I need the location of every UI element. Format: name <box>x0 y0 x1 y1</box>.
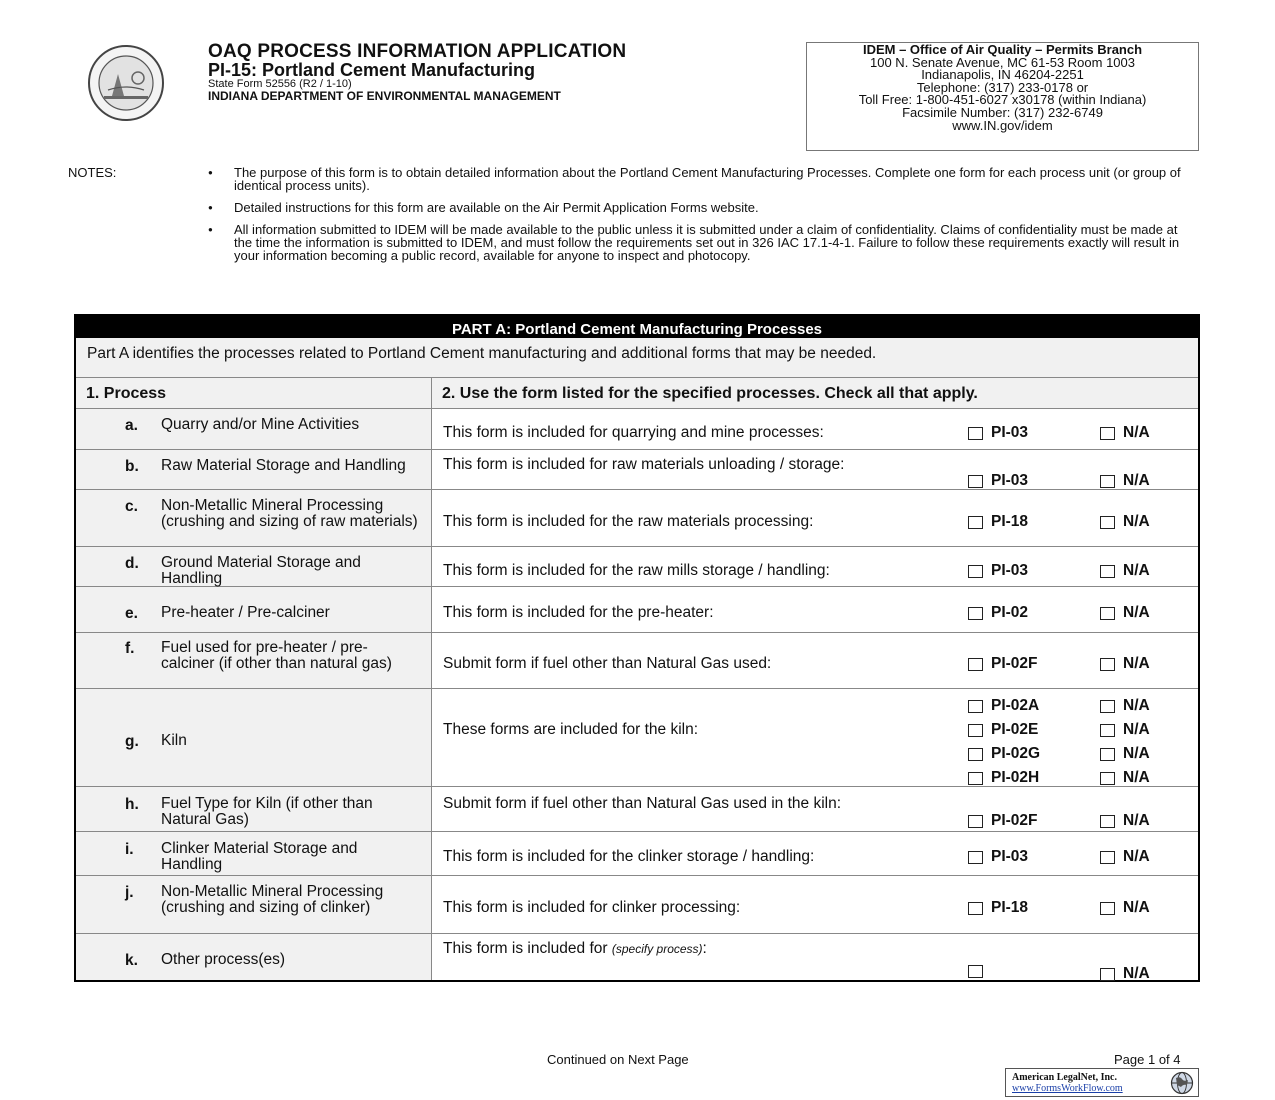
note-item: ● The purpose of this form is to obtain detailed information about the Portland Cement Manufacturing Processes. Complete one form for each process unit (or group of identical process units). <box>208 166 1198 192</box>
checkbox-pi-03[interactable]: PI-03 <box>968 472 1028 490</box>
idem-website: www.IN.gov/idem <box>952 117 1053 133</box>
process-row-d <box>76 547 1198 587</box>
checkbox-na[interactable]: N/A <box>1100 812 1150 830</box>
idem-fax: Facsimile Number: (317) 232-6749 <box>902 104 1103 120</box>
row-letter: d. <box>125 555 139 572</box>
process-name: Pre-heater / Pre-calciner <box>161 604 330 621</box>
process-name: Non-Metallic Mineral Processing (crushing and sizing of raw materials) <box>161 497 418 530</box>
vendor-badge[interactable] <box>1005 1068 1199 1097</box>
checkbox-other-form[interactable] <box>968 965 991 978</box>
state-seal <box>68 44 184 122</box>
checkbox-pi-03[interactable]: PI-03 <box>968 562 1028 580</box>
row-letter: h. <box>125 796 139 813</box>
note-item: ● All information submitted to IDEM will be made available to the public unless it is submitted under a claim of confidentiality. Claims of confidentiality must be made at the time the information is submitted to IDEM, and must follow the requirements set out in 326 IAC 17.1-4-1. Failure to follow these requirements exactly will result in your information becoming a public record, available for anyone to inspect and photocopy. <box>208 223 1198 262</box>
checkbox-square[interactable] <box>968 475 983 488</box>
process-row-g <box>76 689 1198 787</box>
checkbox-square[interactable] <box>1100 815 1115 828</box>
checkbox-na[interactable]: N/A <box>1100 848 1150 866</box>
checkbox-na[interactable]: N/A <box>1100 655 1150 673</box>
process-row-j <box>76 876 1198 934</box>
checkbox-na[interactable]: N/A <box>1100 472 1150 490</box>
checkbox-square[interactable] <box>1100 427 1115 440</box>
process-name: Ground Material Storage and Handling <box>161 554 361 587</box>
checkbox-square[interactable] <box>1100 748 1115 761</box>
checkbox-square[interactable] <box>968 427 983 440</box>
checkbox-na[interactable]: N/A <box>1100 721 1150 739</box>
process-name: Clinker Material Storage and Handling <box>161 840 358 873</box>
process-row-k <box>76 934 1198 980</box>
checkbox-na[interactable]: N/A <box>1100 697 1150 715</box>
idem-tollfree: Toll Free: 1-800-451-6027 x30178 (within Indiana) <box>858 92 1147 108</box>
process-row-i <box>76 832 1198 876</box>
form-instruction: This form is included for the raw materials processing: <box>443 513 814 530</box>
process-name: Fuel used for pre-heater / pre-calciner (if other than natural gas) <box>161 639 392 672</box>
continued-note: Continued on Next Page <box>547 1052 689 1067</box>
process-name: Raw Material Storage and Handling <box>161 457 406 474</box>
checkbox-na[interactable]: N/A <box>1100 424 1150 442</box>
form-instruction: Submit form if fuel other than Natural Gas used in the kiln: <box>443 795 842 812</box>
checkbox-square[interactable] <box>968 516 983 529</box>
checkbox-na[interactable]: N/A <box>1100 562 1150 580</box>
checkbox-na[interactable]: N/A <box>1100 769 1150 787</box>
row-letter: j. <box>125 884 134 901</box>
row-letter: b. <box>125 458 139 475</box>
form-instruction: This form is included for quarrying and mine processes: <box>443 424 824 441</box>
checkbox-square[interactable] <box>968 658 983 671</box>
checkbox-square[interactable] <box>1100 565 1115 578</box>
checkbox-pi-03[interactable]: PI-03 <box>968 424 1028 442</box>
process-name: Other process(es) <box>161 951 286 968</box>
checkbox-na[interactable]: N/A <box>1100 745 1150 763</box>
globe-icon <box>1170 1071 1194 1095</box>
idem-contact-box <box>806 42 1199 151</box>
checkbox-square[interactable] <box>968 772 983 785</box>
checkbox-square[interactable] <box>1100 902 1115 915</box>
row-letter: g. <box>125 733 139 750</box>
checkbox-square[interactable] <box>968 748 983 761</box>
process-name: Kiln <box>161 732 187 749</box>
form-instruction: This form is included for the pre-heater: <box>443 604 714 621</box>
form-subtitle: PI-15: Portland Cement Manufacturing <box>208 60 536 80</box>
part-a-title: PART A: Portland Cement Manufacturing Processes <box>76 316 1198 338</box>
row-letter: f. <box>125 640 135 657</box>
process-row-b <box>76 450 1198 490</box>
checkbox-pi-02g[interactable]: PI-02G <box>968 745 1040 763</box>
notes-list <box>208 166 1198 271</box>
process-row-h <box>76 787 1198 832</box>
checkbox-square[interactable] <box>968 724 983 737</box>
idem-office: IDEM – Office of Air Quality – Permits Branch <box>862 42 1143 57</box>
idem-address-line1: 100 N. Senate Avenue, MC 61-53 Room 1003 <box>870 54 1135 70</box>
page-number: Page 1 of 4 <box>1114 1052 1181 1067</box>
notes-label: NOTES: <box>68 165 117 180</box>
form-instruction: These forms are included for the kiln: <box>443 721 699 738</box>
process-name: Non-Metallic Mineral Processing (crushing and sizing of clinker) <box>161 883 384 916</box>
checkbox-square[interactable] <box>968 815 983 828</box>
checkbox-na[interactable]: N/A <box>1100 604 1150 622</box>
row-letter: e. <box>125 605 138 622</box>
process-row-f <box>76 633 1198 689</box>
part-a-intro: Part A identifies the processes related to Portland Cement manufacturing and additional forms that may be needed. <box>76 338 1198 378</box>
process-column-header: 1. Process <box>76 378 432 409</box>
checkbox-square[interactable] <box>968 565 983 578</box>
part-a-table <box>74 314 1200 982</box>
checkbox-square[interactable] <box>1100 607 1115 620</box>
form-title: OAQ PROCESS INFORMATION APPLICATION <box>208 41 627 62</box>
checkbox-square[interactable] <box>968 700 983 713</box>
form-instruction: This form is included for clinker processing: <box>443 899 741 916</box>
checkbox-pi-02f[interactable]: PI-02F <box>968 812 1038 830</box>
checkbox-square[interactable] <box>1100 772 1115 785</box>
checkbox-na[interactable]: N/A <box>1100 965 1150 983</box>
checkbox-na[interactable]: N/A <box>1100 513 1150 531</box>
checkbox-square[interactable] <box>968 902 983 915</box>
checkbox-square[interactable] <box>1100 968 1115 981</box>
checkbox-pi-02[interactable]: PI-02 <box>968 604 1028 622</box>
form-instruction: This form is included for the raw mills storage / handling: <box>443 562 830 579</box>
checkbox-pi-02f[interactable]: PI-02F <box>968 655 1038 673</box>
checkbox-pi-02h[interactable]: PI-02H <box>968 769 1039 787</box>
idem-address-line2: Indianapolis, IN 46204-2251 <box>921 67 1084 83</box>
department-name: INDIANA DEPARTMENT OF ENVIRONMENTAL MANAGEMENT <box>208 89 561 103</box>
checkbox-pi-02e[interactable]: PI-02E <box>968 721 1038 739</box>
row-letter: k. <box>125 952 138 969</box>
process-row-c <box>76 490 1198 547</box>
checkbox-pi-18[interactable]: PI-18 <box>968 899 1028 917</box>
form-instruction: This form is included for the clinker storage / handling: <box>443 848 815 865</box>
checkbox-square[interactable] <box>1100 516 1115 529</box>
vendor-link[interactable]: www.FormsWorkFlow.com <box>1012 1083 1123 1094</box>
process-row-a <box>76 409 1198 450</box>
checkbox-pi-18[interactable]: PI-18 <box>968 513 1028 531</box>
checkbox-square[interactable] <box>968 607 983 620</box>
checkbox-square[interactable] <box>1100 475 1115 488</box>
note-item: ● Detailed instructions for this form are available on the Air Permit Application Forms website. <box>208 201 1198 214</box>
idem-telephone: Telephone: (317) 233-0178 or <box>916 79 1089 95</box>
checkbox-pi-02a[interactable]: PI-02A <box>968 697 1039 715</box>
state-form-number: State Form 52556 (R2 / 1-10) <box>208 78 352 90</box>
row-letter: a. <box>125 417 138 434</box>
row-letter: c. <box>125 498 138 515</box>
row-letter: i. <box>125 841 134 858</box>
checkbox-pi-03[interactable]: PI-03 <box>968 848 1028 866</box>
process-row-e <box>76 587 1198 633</box>
forms-column-header: 2. Use the form listed for the specified processes. Check all that apply. <box>432 378 1198 409</box>
checkbox-square[interactable] <box>1100 851 1115 864</box>
process-name: Fuel Type for Kiln (if other than Natural Gas) <box>161 795 373 828</box>
form-instruction: This form is included for (specify process): <box>443 940 707 957</box>
process-name: Quarry and/or Mine Activities <box>161 416 360 433</box>
checkbox-na[interactable]: N/A <box>1100 899 1150 917</box>
checkbox-square[interactable] <box>1100 658 1115 671</box>
form-instruction: This form is included for raw materials unloading / storage: <box>443 456 845 473</box>
vendor-name: American LegalNet, Inc. <box>1012 1072 1117 1083</box>
checkbox-square[interactable] <box>968 965 983 978</box>
checkbox-square[interactable] <box>1100 700 1115 713</box>
form-instruction: Submit form if fuel other than Natural Gas used: <box>443 655 772 672</box>
checkbox-square[interactable] <box>968 851 983 864</box>
checkbox-square[interactable] <box>1100 724 1115 737</box>
